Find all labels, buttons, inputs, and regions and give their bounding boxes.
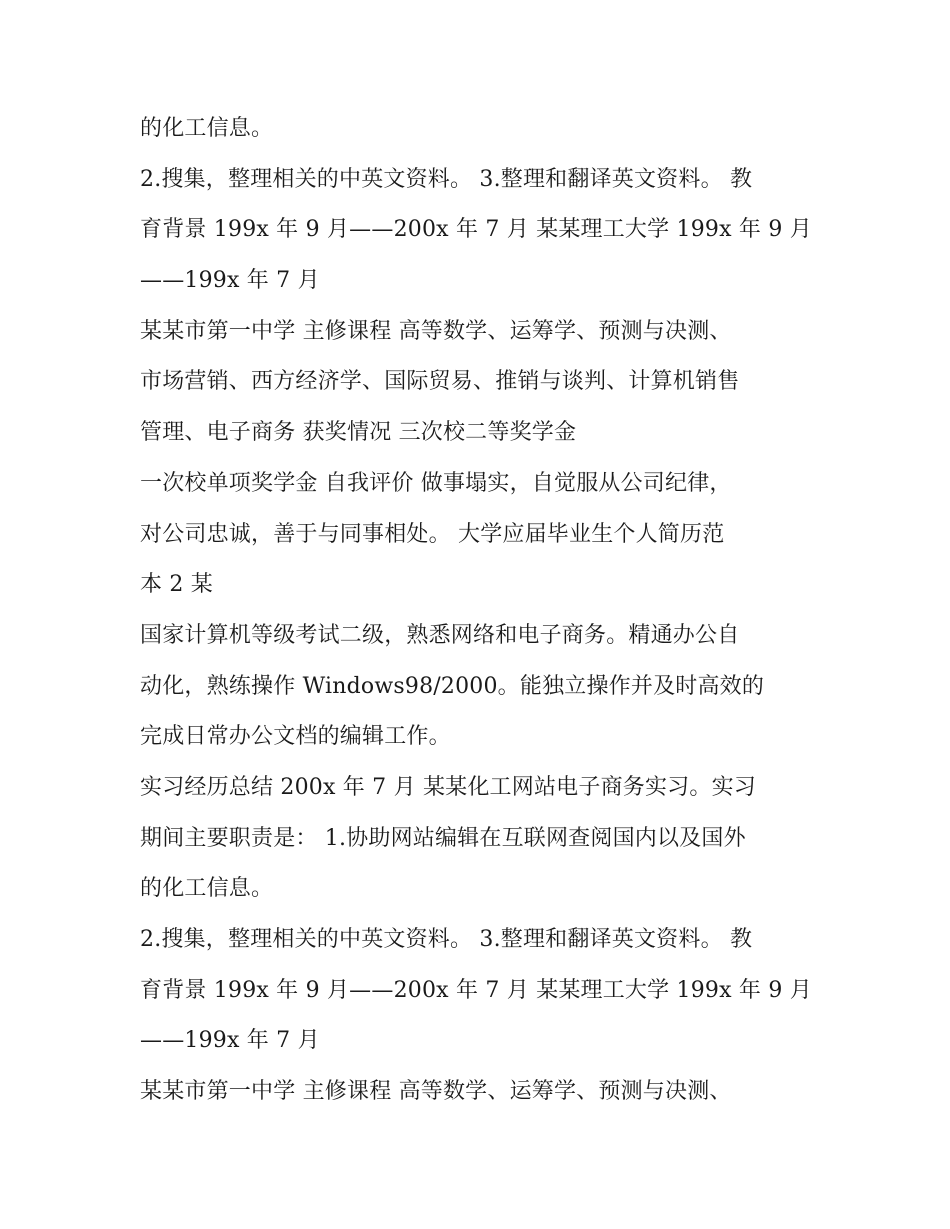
text-line: 育背景 199x 年 9 月——200x 年 7 月 某某理工大学 199x 年 9 月 [140,217,812,243]
text-line: 市场营销、西方经济学、国际贸易、推销与谈判、计算机销售 [140,369,740,395]
text-line: 2.搜集，整理相关的中英文资料。 3.整理和翻译英文资料。 教 [140,927,753,952]
text-line: ——199x 年 7 月 [140,268,320,294]
text-line: ——199x 年 7 月 [140,1028,320,1054]
text-line: 期间主要职责是： 1.协助网站编辑在互联网查阅国内以及国外 [140,825,746,851]
text-line: 某某市第一中学 主修课程 高等数学、运筹学、预测与决测、 [140,318,732,344]
text-line: 的化工信息。 [140,116,274,141]
document-body [140,104,820,1118]
text-line: 动化，熟练操作 Windows98/2000。能独立操作并及时高效的 [140,673,765,699]
text-line: 对公司忠诚，善于与同事相处。 大学应届毕业生个人简历范 [140,521,725,547]
text-line: 管理、电子商务 获奖情况 三次校二等奖学金 [140,420,577,446]
text-line: 2.搜集，整理相关的中英文资料。 3.整理和翻译英文资料。 教 [140,166,753,192]
text-line: 完成日常办公文档的编辑工作。 [140,724,451,750]
text-line: 国家计算机等级考试二级，熟悉网络和电子商务。精通办公自 [140,622,740,648]
text-line: 某某市第一中学 主修课程 高等数学、运筹学、预测与决测、 [140,1079,732,1105]
text-line: 的化工信息。 [140,876,274,902]
text-line: 育背景 199x 年 9 月——200x 年 7 月 某某理工大学 199x 年 9 月 [140,977,812,1003]
text-line: 一次校单项奖学金 自我评价 做事塌实，自觉服从公司纪律， [140,470,732,496]
text-line: 本 2 某 [140,572,213,598]
text-line: 实习经历总结 200x 年 7 月 某某化工网站电子商务实习。实习 [140,774,756,800]
